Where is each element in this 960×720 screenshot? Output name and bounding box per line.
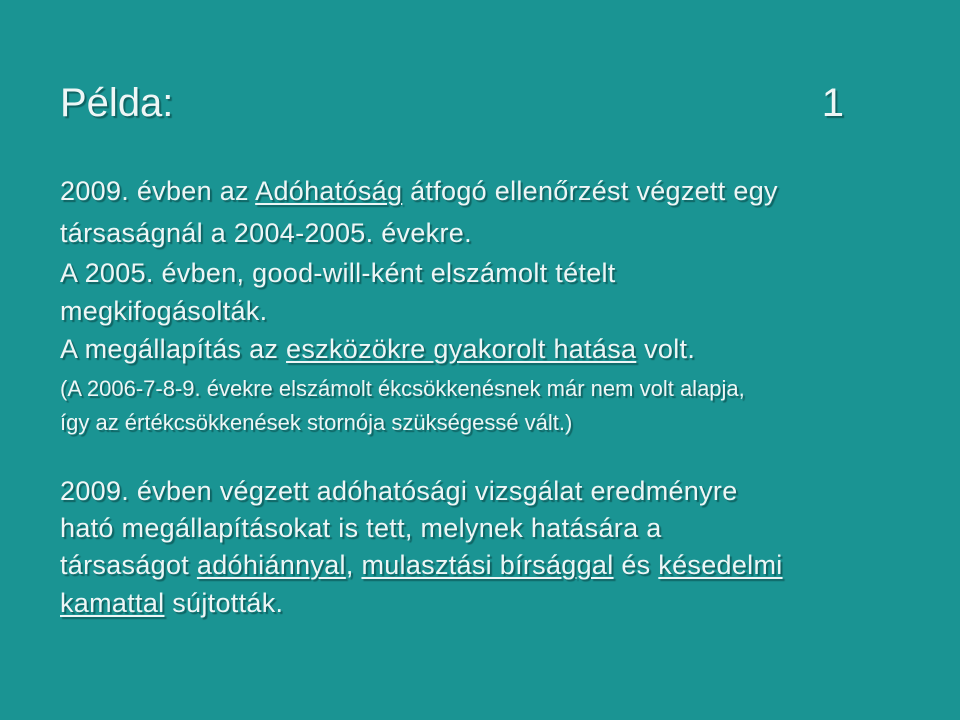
text-segment: társaságot bbox=[60, 550, 197, 580]
link-kesedelmi-kamattal[interactable]: késedelmi bbox=[658, 550, 783, 580]
paragraph-2-line-4 bbox=[60, 588, 283, 619]
paragraph-1-line-7: így az értékcsökkenések stornója szükségessé vált.) bbox=[60, 410, 573, 435]
paragraph-2-line-3 bbox=[60, 550, 783, 581]
text-segment: A megállapítás az bbox=[60, 334, 287, 364]
link-adohatosag[interactable]: Adóhatóság bbox=[255, 176, 403, 206]
text-segment: és bbox=[613, 550, 659, 580]
link-eszkozokre-gyakorolt-hatasa[interactable]: eszközökre gyakorolt hatása bbox=[286, 334, 637, 364]
paragraph-2-line-2: ható megállapításokat is tett, melynek hatására a bbox=[60, 513, 662, 543]
paragraph-1-line-6: (A 2006-7-8-9. évekre elszámolt ékcsökkenésnek már nem volt alapja, bbox=[60, 376, 745, 401]
text-segment: , bbox=[345, 550, 362, 580]
text-segment: átfogó ellenőrzést végzett egy bbox=[402, 176, 778, 206]
title-row bbox=[60, 76, 844, 130]
text-segment: volt. bbox=[636, 334, 696, 364]
paragraph-1-line-3: A 2005. évben, good-will-ként elszámolt tételt bbox=[60, 258, 616, 288]
link-kamattal[interactable]: kamattal bbox=[60, 588, 165, 618]
paragraph-1-line-2: társaságnál a 2004-2005. évekre. bbox=[60, 218, 472, 248]
paragraph-1-line-4: megkifogásolták. bbox=[60, 296, 268, 326]
link-adohiannyal[interactable]: adóhiánnyal bbox=[196, 550, 346, 580]
text-segment: 2009. évben az bbox=[60, 176, 256, 206]
slide-title: Példa: bbox=[60, 81, 174, 125]
paragraph-2-line-1: 2009. évben végzett adóhatósági vizsgálat eredményre bbox=[60, 476, 738, 506]
text-segment: sújtották. bbox=[164, 588, 284, 618]
slide-number: 1 bbox=[821, 81, 844, 125]
paragraph-1-line-1 bbox=[60, 176, 778, 207]
paragraph-1-line-5 bbox=[60, 334, 695, 365]
link-mulasztasi-birsaggal[interactable]: mulasztási bírsággal bbox=[361, 550, 614, 580]
